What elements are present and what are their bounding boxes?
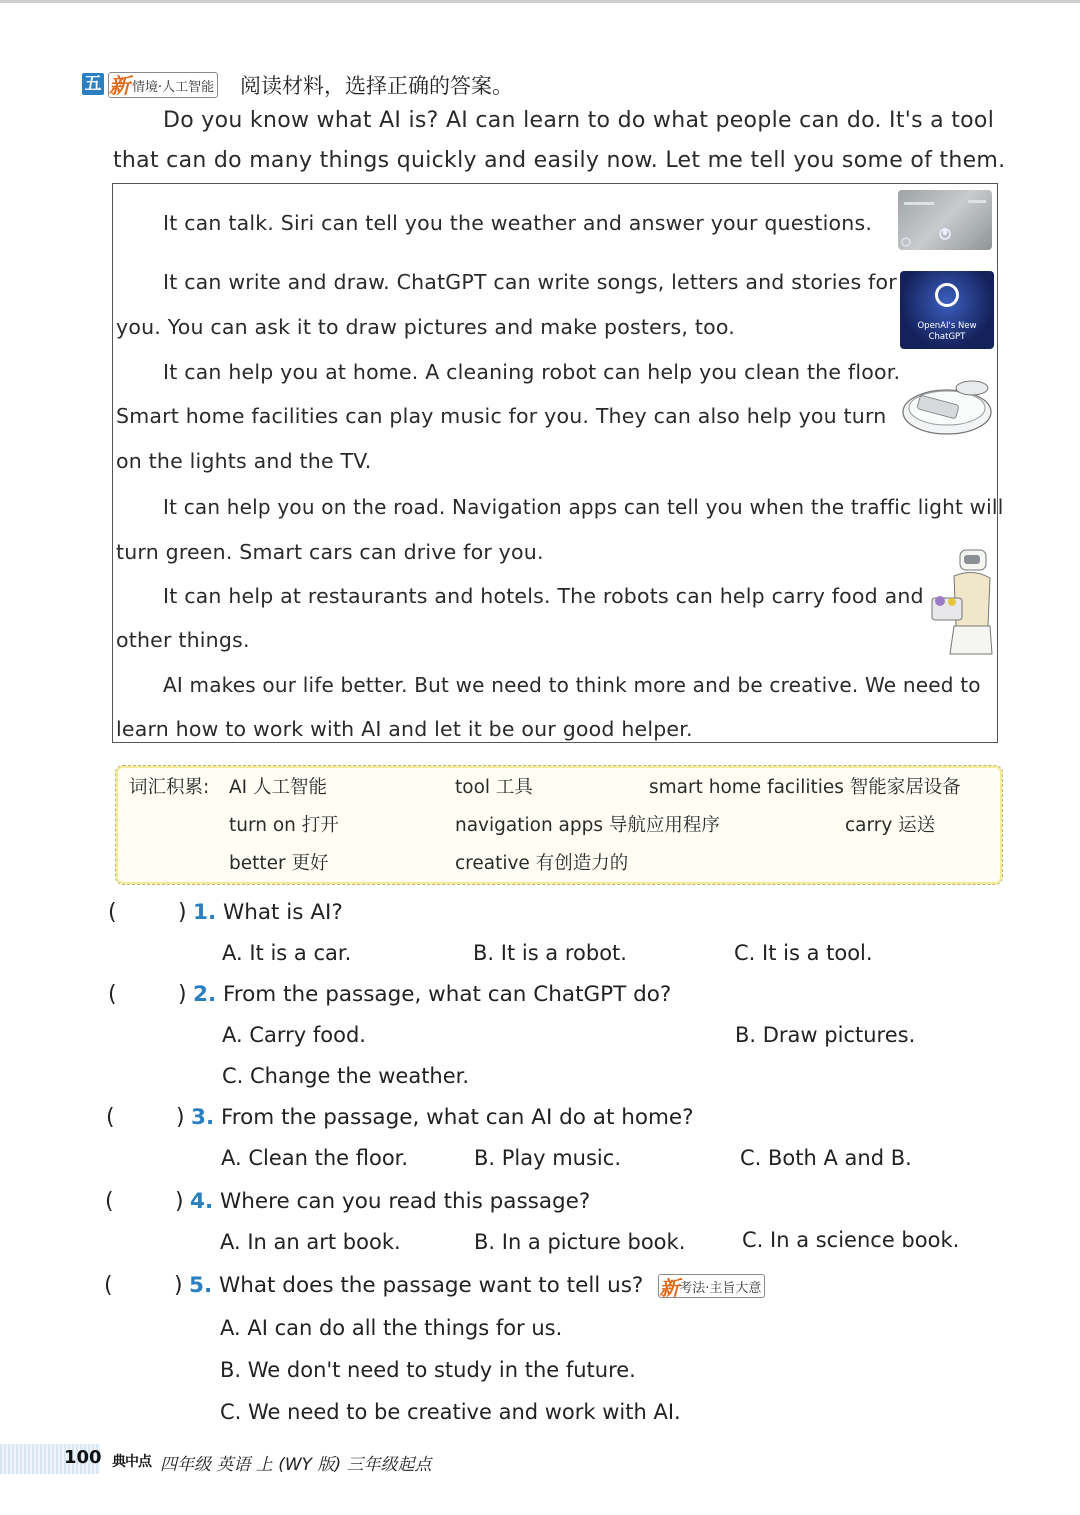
question-text: From the passage, what can AI do at home? xyxy=(220,1105,694,1130)
new-mark: 新 xyxy=(659,1275,680,1300)
book-logo: 典中点 xyxy=(112,1454,151,1470)
option-b[interactable]: B. We don't need to study in the future. xyxy=(220,1358,636,1382)
question-number: 4. xyxy=(190,1189,214,1214)
answer-blank-open[interactable]: ( xyxy=(105,1189,114,1214)
option-c[interactable]: C. We need to be creative and work with AI. xyxy=(220,1400,681,1424)
page-number: 100 xyxy=(64,1447,102,1468)
question-number: 5. xyxy=(189,1273,213,1298)
siri-screenshot-image xyxy=(898,190,992,250)
option-a[interactable]: A. In an art book. xyxy=(220,1230,401,1254)
answer-blank-close: ) xyxy=(178,982,187,1007)
option-b[interactable]: B. It is a robot. xyxy=(473,941,627,965)
passage-p6b: learn how to work with AI and let it be our good helper. xyxy=(116,717,693,741)
answer-blank-close: ) xyxy=(176,1105,185,1130)
answer-blank-close: ) xyxy=(174,1273,183,1298)
option-c[interactable]: C. In a science book. xyxy=(742,1228,960,1252)
vocab-item: carry 运送 xyxy=(845,815,936,836)
question-3 xyxy=(191,1105,694,1130)
question-text: What is AI? xyxy=(222,900,343,925)
passage-p1: It can talk. Siri can tell you the weather and answer your questions. xyxy=(163,211,873,235)
option-c[interactable]: C. Change the weather. xyxy=(222,1064,470,1088)
answer-blank-close: ) xyxy=(178,900,187,925)
option-b[interactable]: B. Draw pictures. xyxy=(735,1023,916,1047)
section-tag xyxy=(108,72,218,98)
passage-p4b: turn green. Smart cars can drive for you. xyxy=(116,540,544,564)
question-text: What does the passage want to tell us? xyxy=(218,1273,644,1298)
section-tag-label: 情境·人工智能 xyxy=(132,79,215,95)
passage-p3c: on the lights and the TV. xyxy=(116,449,372,473)
chatgpt-caption: OpenAI's New ChatGPT xyxy=(917,321,977,342)
question-text: Where can you read this passage? xyxy=(219,1189,591,1214)
passage-p3a: It can help you at home. A cleaning robot can help you clean the floor. xyxy=(163,360,901,384)
passage-p3b: Smart home facilities can play music for you. They can also help you turn xyxy=(116,404,887,428)
new-mark: 新 xyxy=(109,74,130,98)
chatgpt-logo-icon xyxy=(935,283,959,307)
passage-p2a: It can write and draw. ChatGPT can write songs, letters and stories for xyxy=(163,270,897,294)
passage-p4a: It can help you on the road. Navigation apps can tell you when the traffic light will xyxy=(163,495,1004,519)
intro-line-2: that can do many things quickly and easily now. Let me tell you some of them. xyxy=(113,148,1006,173)
option-a[interactable]: A. Clean the floor. xyxy=(221,1146,409,1170)
passage-p6a: AI makes our life better. But we need to think more and be creative. We need to xyxy=(163,673,981,697)
passage-p2b: you. You can ask it to draw pictures and make posters, too. xyxy=(116,315,735,339)
exam-tag-label: 考法·主旨大意 xyxy=(679,1280,762,1296)
exam-tag xyxy=(658,1274,765,1298)
vocab-item: AI 人工智能 xyxy=(229,777,327,798)
question-1 xyxy=(193,900,343,925)
answer-blank-open[interactable]: ( xyxy=(108,982,117,1007)
question-number: 1. xyxy=(193,900,217,925)
vocab-item: turn on 打开 xyxy=(229,815,339,836)
option-c[interactable]: C. It is a tool. xyxy=(734,941,873,965)
section-instruction: 阅读材料，选择正确的答案。 xyxy=(240,74,513,98)
vocab-item: tool 工具 xyxy=(455,777,533,798)
question-4 xyxy=(190,1189,590,1214)
option-a[interactable]: A. It is a car. xyxy=(222,941,352,965)
question-text: From the passage, what can ChatGPT do? xyxy=(222,982,672,1007)
option-a[interactable]: A. AI can do all the things for us. xyxy=(220,1316,563,1340)
answer-blank-open[interactable]: ( xyxy=(106,1105,115,1130)
passage-p5a: It can help at restaurants and hotels. The robots can help carry food and xyxy=(163,584,924,608)
chatgpt-image xyxy=(900,271,994,349)
vocab-item: smart home facilities 智能家居设备 xyxy=(649,777,961,798)
vocab-item: creative 有创造力的 xyxy=(455,853,629,874)
option-a[interactable]: A. Carry food. xyxy=(222,1023,366,1047)
option-c[interactable]: C. Both A and B. xyxy=(740,1146,912,1170)
option-b[interactable]: B. Play music. xyxy=(474,1146,621,1170)
option-b[interactable]: B. In a picture book. xyxy=(474,1230,686,1254)
passage-p5b: other things. xyxy=(116,628,250,652)
question-5 xyxy=(189,1273,765,1298)
vocab-item: better 更好 xyxy=(229,853,329,874)
answer-blank-close: ) xyxy=(175,1189,184,1214)
question-number: 2. xyxy=(193,982,217,1007)
answer-blank-open[interactable]: ( xyxy=(108,900,117,925)
top-border xyxy=(0,0,1080,3)
section-number: 五 xyxy=(82,73,104,95)
vocab-item: navigation apps 导航应用程序 xyxy=(455,815,720,836)
question-number: 3. xyxy=(191,1105,215,1130)
intro-line-1: Do you know what AI is? AI can learn to do what people can do. It's a tool xyxy=(163,108,995,133)
answer-blank-open[interactable]: ( xyxy=(104,1273,113,1298)
waiter-robot-image xyxy=(928,546,994,660)
footer-book-title: 四年级 英语 上 (WY 版) 三年级起点 xyxy=(160,1455,432,1475)
vocab-label: 词汇积累: xyxy=(129,777,210,798)
cleaning-robot-image xyxy=(900,378,994,438)
question-2 xyxy=(193,982,671,1007)
